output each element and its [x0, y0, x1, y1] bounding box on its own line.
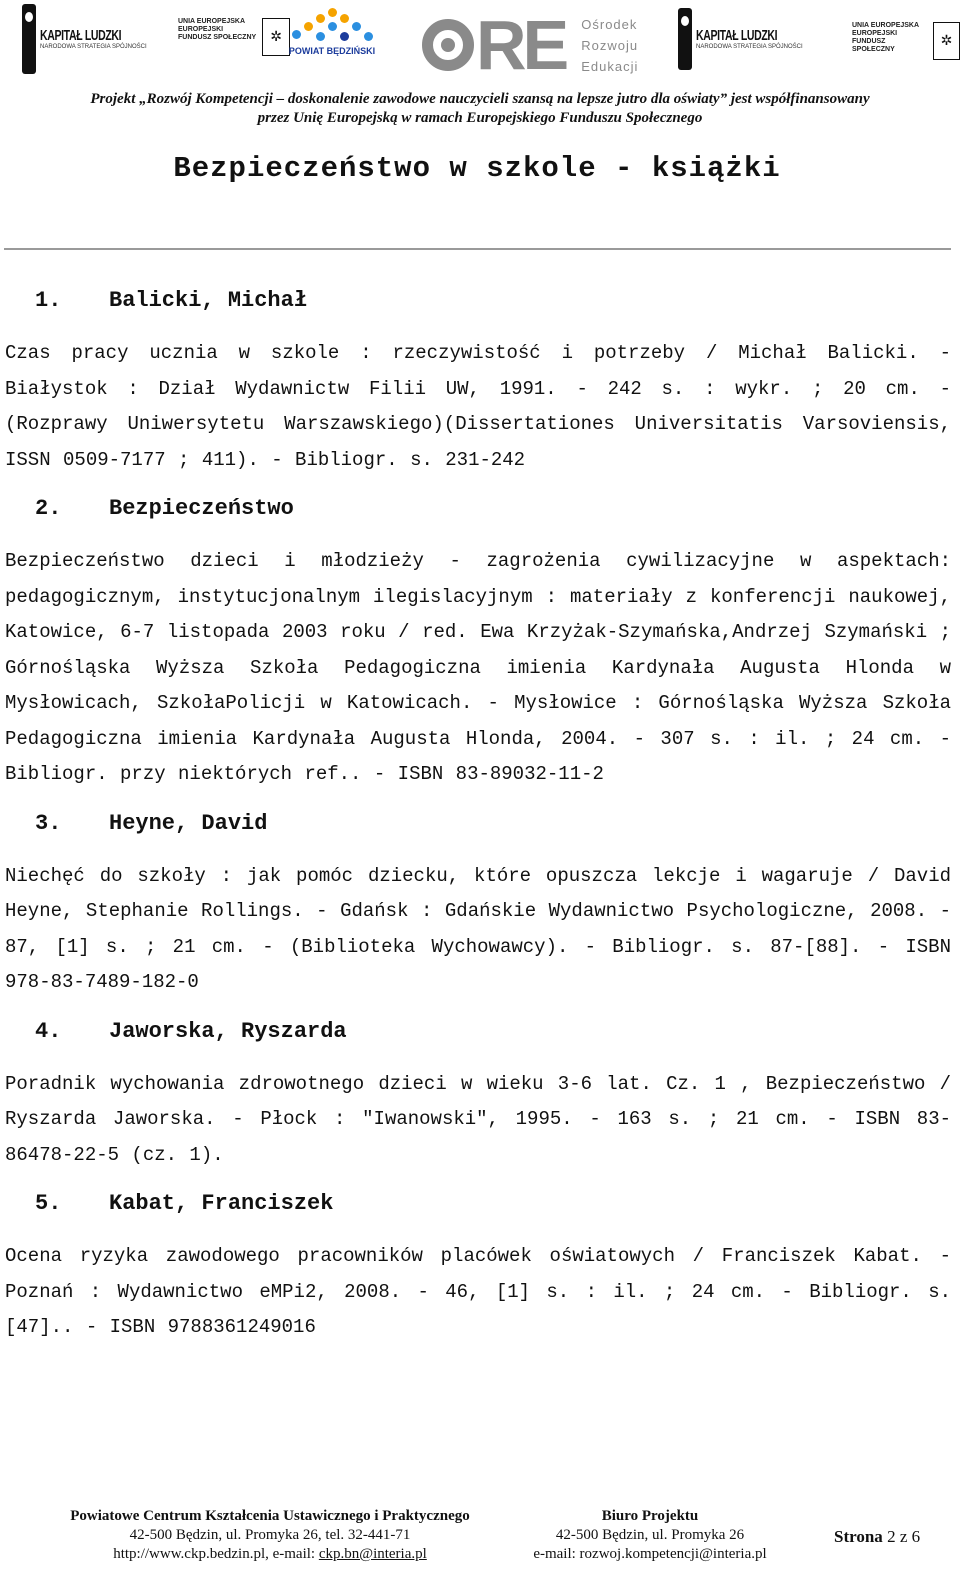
footer-project-office [505, 1507, 795, 1564]
bibliography-entry [5, 806, 951, 1001]
kapital-ludzki-logo-2 [678, 8, 812, 70]
page-number-total: 6 [911, 1527, 921, 1546]
page-footer [0, 1507, 960, 1567]
page-number [834, 1527, 920, 1546]
powiat-dots-icon [282, 6, 382, 46]
kapital-ludzki-title: KAPITAŁ LUDZKI [40, 26, 122, 44]
powiat-bedzinski-logo [282, 6, 382, 56]
page-number-label: Strona [834, 1527, 883, 1546]
eu-line3: FUNDUSZ SPOŁECZNY [178, 34, 257, 42]
entry-description: Poradnik wychowania zdrowotnego dzieci w wieku 3-6 lat. Cz. 1 , Bezpieczeństwo / Ryszarda Jaworska. - Płock : "Iwanowski", 1995. - 163 s. ; 21 cm. - ISBN 83-86478-22-5 (cz. 1). [5, 1072, 951, 1166]
entry-heading [35, 491, 951, 527]
ore-word-1: Ośrodek [581, 16, 638, 32]
footer-office-email: e-mail: rozwoj.kompetencji@interia.pl [533, 1546, 767, 1562]
footer-institution-name: Powiatowe Centrum Kształcenia Ustawicznego i Praktycznego [70, 1508, 470, 1524]
page-number-separator: z [899, 1527, 908, 1546]
bibliography-list [5, 283, 951, 1359]
entry-heading [35, 1186, 951, 1222]
powiat-label: POWIAT BĘDZIŃSKI [288, 46, 376, 56]
entry-description: Bezpieczeństwo dzieci i młodzieży - zagrożenia cywilizacyjne w aspektach: pedagogicznym, instytucjonalnym ilegislacyjnym : materiały z konferencji naukowej, Katowice, 6-7 listopada 2003 roku / red. Ewa Krzyżak-Szymańska,Andrzej Szymański ; Górnośląska Wyższa Szkoła Pedagogiczna imienia Kardynała Augusta Hlonda w Mysłowicach, SzkołaPolicji w Katowicach. - Mysłowice : Górnośląska Wyższa Szkoła Pedagogiczna imienia Kardynała Augusta Hlonda, 2004. - 307 s. : il. ; 24 cm. - Bibliogr. przy niektórych ref.. - ISBN 83-89032-11-2 [5, 550, 951, 785]
entry-number: 4. [35, 1018, 62, 1044]
project-line-2: przez Unię Europejską w ramach Europejskiego Funduszu Społecznego [257, 110, 703, 126]
eu2-line1: UNIA EUROPEJSKA [852, 22, 920, 29]
bibliography-entry [5, 1014, 951, 1174]
footer-website: http://www.ckp.bedzin.pl, e-mail: [113, 1546, 319, 1562]
kapital-ludzki-mark-icon-2 [678, 8, 692, 70]
eu-logo-2 [852, 22, 960, 60]
entry-number: 1. [35, 288, 62, 313]
entry-number: 5. [35, 1191, 62, 1216]
footer-email-link[interactable]: ckp.bn@interia.pl [318, 1546, 427, 1562]
eu2-line3: FUNDUSZ SPOŁECZNY [852, 38, 895, 54]
footer-institution [20, 1507, 520, 1564]
project-statement [0, 90, 960, 128]
kapital-ludzki-title-2: KAPITAŁ LUDZKI [696, 26, 778, 44]
eu-logo-1 [178, 18, 290, 56]
ore-logo [422, 6, 639, 84]
entry-heading [35, 806, 951, 842]
entry-description: Czas pracy ucznia w szkole : rzeczywistość i potrzeby / Michał Balicki. - Białystok : Dział Wydawnictw Filii UW, 1991. - 242 s. : wykr. ; 20 cm. - (Rozprawy Uniwersytetu Warszawskiego)(Dissertationes Universitatis Varsoviensis, ISSN 0509-7177 ; 411). - Bibliogr. s. 231-242 [5, 342, 951, 471]
bibliography-entry [5, 1186, 951, 1346]
ore-letters: RE [476, 6, 566, 84]
bibliography-entry [5, 491, 951, 793]
kapital-ludzki-subtitle: NARODOWA STRATEGIA SPÓJNOŚCI [40, 43, 147, 50]
footer-institution-contact [20, 1545, 520, 1564]
page-title: Bezpieczeństwo w szkole - książki [173, 152, 781, 185]
entry-heading [35, 1014, 951, 1050]
entry-author: Jaworska, Ryszarda [109, 1018, 347, 1044]
page-number-current: 2 [887, 1527, 896, 1546]
footer-institution-address: 42-500 Będzin, ul. Promyka 26, tel. 32-441-71 [129, 1527, 411, 1543]
entry-author: Bezpieczeństwo [109, 496, 294, 521]
header-divider [4, 248, 951, 250]
eu-line1: UNIA EUROPEJSKA [178, 18, 246, 25]
ore-word-3: Edukacji [581, 58, 639, 74]
entry-description: Niechęć do szkoły : jak pomóc dziecku, które opuszcza lekcje i wagaruje / David Heyne, Stephanie Rollings. - Gdańsk : Gdańskie Wydawnictwo Psychologiczne, 2008. - 87, [1] s. ; 21 cm. - (Biblioteka Wychowawcy). - Bibliogr. s. 87-[88]. - ISBN 978-83-7489-182-0 [5, 864, 951, 993]
ore-ring-icon [422, 19, 474, 71]
eu2-line2: EUROPEJSKI [852, 30, 898, 38]
entry-heading [35, 283, 951, 319]
eu-flag-icon: ✲ [262, 18, 290, 56]
entry-author: Kabat, Franciszek [109, 1191, 334, 1216]
entry-description: Ocena ryzyka zawodowego pracowników placówek oświatowych / Franciszek Kabat. - Poznań : Wydawnictwo eMPi2, 2008. - 46, [1] s. : il. ; 24 cm. - Bibliogr. s. [47].. - ISBN 9788361249016 [5, 1245, 951, 1338]
eu-flag-icon-2: ✲ [933, 22, 960, 60]
footer-office-name: Biuro Projektu [601, 1508, 699, 1524]
entry-number: 2. [35, 496, 62, 521]
entry-author: Heyne, David [109, 810, 268, 836]
header-logos [0, 0, 960, 86]
entry-number: 3. [35, 810, 62, 836]
ore-word-2: Rozwoju [581, 37, 639, 53]
footer-office-address: 42-500 Będzin, ul. Promyka 26 [555, 1527, 745, 1543]
bibliography-entry [5, 283, 951, 478]
eu-line2: EUROPEJSKI [178, 26, 224, 34]
kapital-ludzki-logo [22, 4, 156, 74]
project-line-1: Projekt „Rozwój Kompetencji – doskonalenie zawodowe nauczycieli szansą na lepsze jutro dla oświaty” jest współfinansowany [90, 91, 870, 107]
entry-author: Balicki, Michał [109, 288, 308, 313]
kapital-ludzki-mark-icon [22, 4, 36, 74]
kapital-ludzki-subtitle-2: NARODOWA STRATEGIA SPÓJNOŚCI [696, 43, 803, 50]
